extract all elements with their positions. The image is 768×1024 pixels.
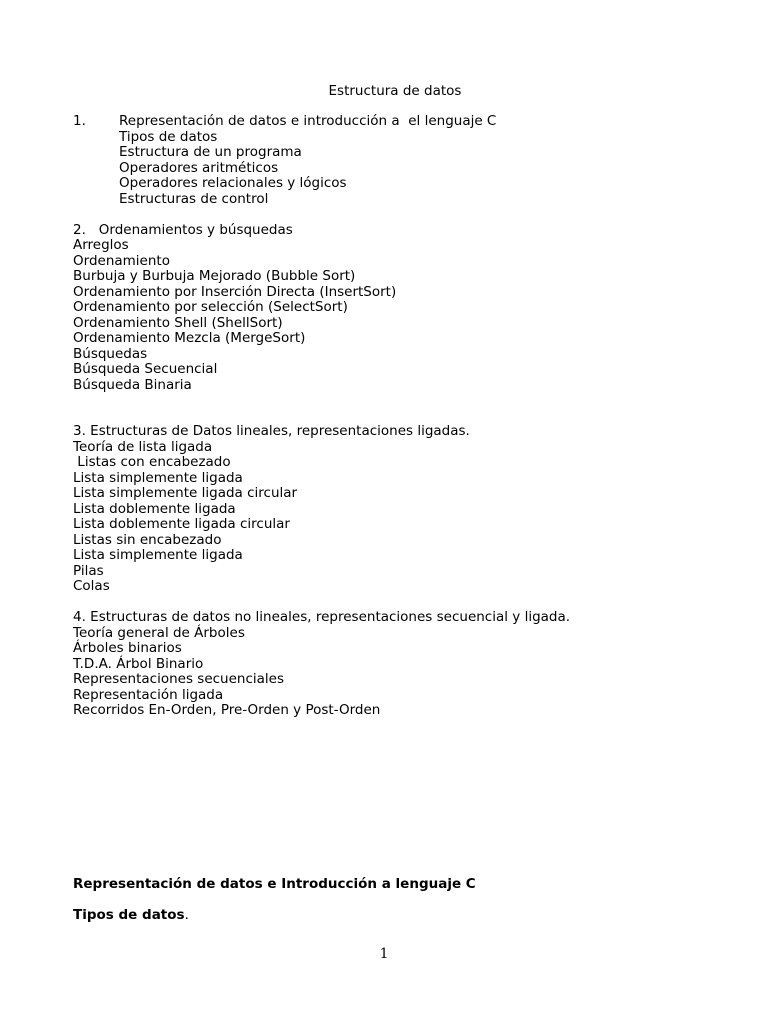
section3-heading: 3. Estructuras de Datos lineales, representaciones ligadas. — [73, 423, 470, 439]
section4-heading: 4. Estructuras de datos no lineales, representaciones secuencial y ligada. — [73, 609, 571, 625]
section2-item: Ordenamiento por Inserción Directa (InsertSort) — [73, 283, 397, 300]
bottom-subheading-text: Tipos de datos — [73, 907, 185, 923]
page-number: 1 — [379, 946, 389, 962]
section1-heading — [73, 114, 713, 130]
section2-item: Ordenamiento por selección (SelectSort) — [73, 299, 348, 315]
section4-item: Recorridos En-Orden, Pre-Orden y Post-Orden — [73, 702, 381, 718]
bottom-heading: Representación de datos e Introducción a lenguaje C — [73, 876, 476, 892]
section1-item: Operadores relacionales y lógicos — [119, 175, 347, 191]
section2-item: Burbuja y Burbuja Mejorado (Bubble Sort) — [73, 268, 356, 284]
section2-item: Ordenamiento — [73, 252, 170, 269]
section3-item: Listas sin encabezado — [73, 531, 222, 548]
section3-item: Lista doblemente ligada — [73, 500, 236, 517]
section3-item: Pilas — [73, 562, 104, 579]
section1-item: Estructuras de control — [119, 190, 269, 207]
document-body — [73, 114, 713, 719]
section3-item: Colas — [73, 578, 110, 594]
section3-item: Listas con encabezado — [73, 454, 231, 470]
section2-heading: 2. Ordenamientos y búsquedas — [73, 221, 293, 238]
section1-item: Operadores aritméticos — [119, 159, 279, 176]
section4-item: Teoría general de Árboles — [73, 624, 245, 641]
section2-item: Búsqueda Binaria — [73, 376, 192, 393]
section3-item: Lista simplemente ligada circular — [73, 485, 298, 501]
section3-item: Teoría de lista ligada — [73, 438, 213, 455]
section2-item: Ordenamiento Mezcla (MergeSort) — [73, 330, 306, 346]
section2-item: Ordenamiento Shell (ShellSort) — [73, 314, 283, 331]
bottom-subheading — [73, 908, 189, 924]
section3-item: Lista simplemente ligada — [73, 469, 243, 486]
section2-item: Arreglos — [73, 237, 129, 253]
section4-item: Árboles binarios — [73, 640, 182, 656]
section1-item: Tipos de datos — [119, 128, 218, 145]
section2-item: Búsquedas — [73, 345, 148, 362]
document-title: Estructura de datos — [328, 83, 462, 99]
section1-number: 1. — [73, 113, 86, 129]
section3-item: Lista simplemente ligada — [73, 547, 243, 563]
section1-item: Estructura de un programa — [119, 144, 302, 160]
section2-item: Búsqueda Secuencial — [73, 361, 218, 377]
section1-heading-text: Representación de datos e introducción a el lenguaje C — [119, 113, 497, 129]
section4-item: T.D.A. Árbol Binario — [73, 655, 204, 672]
section4-item: Representación ligada — [73, 686, 224, 703]
bottom-subheading-suffix: . — [184, 907, 189, 923]
section3-item: Lista doblemente ligada circular — [73, 516, 290, 532]
section4-item: Representaciones secuenciales — [73, 671, 285, 687]
